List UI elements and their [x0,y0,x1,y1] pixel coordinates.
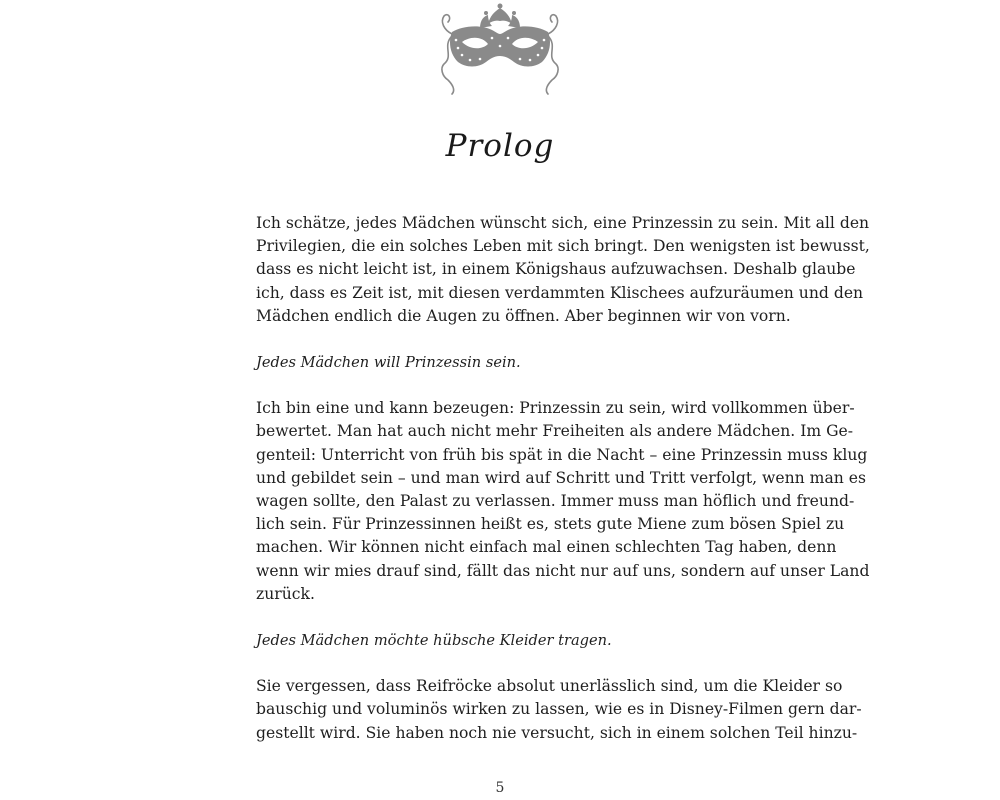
text-line: ich, dass es Zeit ist, mit diesen verdammten Klischees aufzuräumen und den [256,283,864,302]
masquerade-mask-icon [430,2,570,98]
paragraph-princess [256,397,870,606]
text-line: dass es nicht leicht ist, in einem Königshaus aufzuwachsen. Deshalb glaube [256,260,856,279]
text-line: Mädchen endlich die Augen zu öffnen. Aber beginnen wir von vorn. [256,306,791,325]
text-line: Privilegien, die ein solches Leben mit sich bringt. Den wenigsten ist bewusst, [256,237,870,256]
text-line: wagen sollte, den Palast zu verlassen. Immer muss man höflich und freund- [256,492,855,511]
italic-heading [256,629,744,652]
text-line: Sie vergessen, dass Reifröcke absolut unerlässlich sind, um die Kleider so [256,677,843,696]
paragraph-intro [256,212,870,328]
text-line: gestellt wird. Sie haben noch nie versucht, sich in einem solchen Teil hinzu- [256,723,858,742]
text-line: lich sein. Für Prinzessinnen heißt es, stets gute Miene zum bösen Spiel zu [256,515,845,534]
chapter-title: Prolog [445,128,555,164]
text-line: Jedes Mädchen will Prinzessin sein. [256,354,521,372]
text-line: Ich bin eine und kann bezeugen: Prinzessin zu sein, wird vollkommen über- [256,399,855,418]
italic-heading [256,351,744,374]
text-line: genteil: Unterricht von früh bis spät in die Nacht – eine Prinzessin muss klug [256,445,868,464]
text-line: bauschig und voluminös wirken zu lassen, wie es in Disney-Filmen gern dar- [256,700,862,719]
text-line: bewertet. Man hat auch nicht mehr Freiheiten als andere Mädchen. Im Ge- [256,422,854,441]
text-line: Jedes Mädchen möchte hübsche Kleider tragen. [256,632,612,650]
text-line: wenn wir mies drauf sind, fällt das nicht nur auf uns, sondern auf unser Land [256,561,870,580]
paragraph-dresses [256,675,862,745]
text-line: und gebildet sein – und man wird auf Schritt und Tritt verfolgt, wenn man es [256,468,866,487]
page-number: 5 [495,780,505,796]
text-line: zurück. [256,584,315,603]
text-line: machen. Wir können nicht einfach mal einen schlechten Tag haben, denn [256,538,837,557]
text-line: Ich schätze, jedes Mädchen wünscht sich, eine Prinzessin zu sein. Mit all den [256,214,870,232]
body-text [256,212,870,745]
